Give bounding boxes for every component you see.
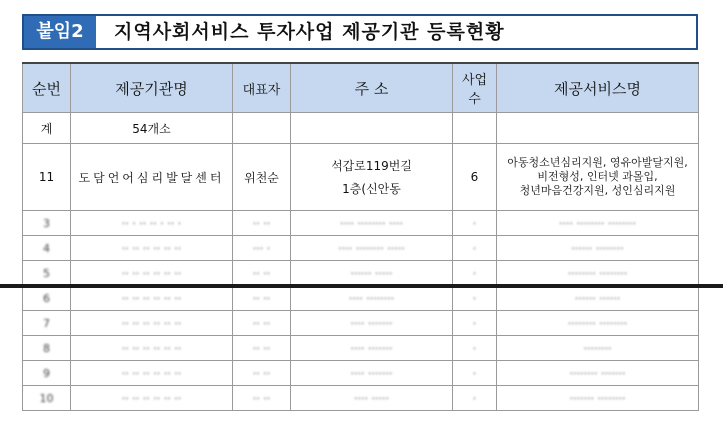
cell-addr: ···· ····· [291,386,453,411]
table-row [23,386,699,411]
table-row [23,361,699,386]
address-line: 석갑로119번길 [331,159,412,173]
cell-svc: ········ ········ [497,261,699,286]
title-bar [22,14,698,50]
address [291,144,453,211]
cell-name: ·· ·· ·· ·· ·· ·· [71,286,233,311]
attachment-badge: 붙임2 [24,16,96,48]
cell-no: 5 [23,261,71,286]
table-row [23,144,699,211]
cell-svc: ···· ········ ········ [497,211,699,236]
table-row [23,336,699,361]
table-row [23,211,699,236]
cell-name: ·· ·· ·· ·· ·· ·· [71,386,233,411]
cell-svc: ········ [497,336,699,361]
cell-no: 10 [23,386,71,411]
table-row [23,286,699,311]
cell-rep: ·· ·· [233,336,291,361]
cell-svc: ······· ········ [497,386,699,411]
business-count: 6 [453,144,497,211]
service-names [497,144,699,211]
cell-count: · [453,211,497,236]
cell-rep: ·· ·· [233,211,291,236]
cell-count: · [453,261,497,286]
service-line: 비전형성, 인터넷 과몰입, [537,170,658,183]
cell-count: · [453,361,497,386]
cell-name: ·· · ·· ·· · ·· · [71,211,233,236]
cell-name: ·· ·· ·· ·· ·· ·· [71,261,233,286]
table-row [23,261,699,286]
cell-no: 6 [23,286,71,311]
cell-svc: ······ ······ [497,286,699,311]
cell-rep: ·· ·· [233,261,291,286]
cell-addr: ···· ········ ····· [291,236,453,261]
col-header-no: 순번 [23,63,71,113]
page-title: 지역사회서비스 투자사업 제공기관 등록현황 [114,21,505,43]
cell-count: · [453,311,497,336]
cell-svc: ········ ········ [497,311,699,336]
service-line: 청년마음건강지원, 성인심리지원 [519,184,676,197]
cell-no: 4 [23,236,71,261]
cell-no: 8 [23,336,71,361]
cell-name: ·· ·· ·· ·· ·· ·· [71,336,233,361]
address-line: 1층(신안동 [342,182,401,196]
provider-table [22,62,699,411]
total-count: 54개소 [71,113,233,144]
cell-rep: ··· · [233,236,291,261]
table-header-row [23,63,699,113]
row-separator-line [0,284,723,288]
representative: 위천순 [233,144,291,211]
provider-name: 도담언어심리발달센터 [71,144,233,211]
cell-addr: ···· ········ ···· [291,211,453,236]
cell-addr: ···· ········ [291,286,453,311]
cell-count: · [453,386,497,411]
cell-no: 7 [23,311,71,336]
cell-addr: ···· ······· [291,311,453,336]
cell-rep: ·· ·· [233,386,291,411]
cell-addr: ······ ····· [291,261,453,286]
cell-svc: ······ ········ [497,236,699,261]
col-header-services: 제공서비스명 [497,63,699,113]
total-label: 계 [23,113,71,144]
col-header-rep: 대표자 [233,63,291,113]
cell-addr: ···· ······· [291,361,453,386]
row-no: 11 [23,144,71,211]
cell-count: · [453,286,497,311]
cell-addr: ···· ······· [291,336,453,361]
cell-rep: ·· ·· [233,311,291,336]
cell-rep: ·· ·· [233,286,291,311]
col-header-address: 주 소 [291,63,453,113]
cell-no: 3 [23,211,71,236]
table-row [23,311,699,336]
cell-name: ·· ·· ·· ·· ·· ·· [71,311,233,336]
cell-name: ·· ·· ·· ·· ·· ·· [71,361,233,386]
cell-count: · [453,236,497,261]
cell-no: 9 [23,361,71,386]
col-header-count: 사업수 [453,63,497,113]
cell-name: ·· ·· ·· ·· ·· ·· [71,236,233,261]
col-header-name: 제공기관명 [71,63,233,113]
total-row [23,113,699,144]
service-line: 아동청소년심리지원, 영유아발달지원, [507,156,688,169]
cell-count: · [453,336,497,361]
cell-svc: ········ ······· [497,361,699,386]
table-row [23,236,699,261]
cell-rep: ·· ·· [233,361,291,386]
